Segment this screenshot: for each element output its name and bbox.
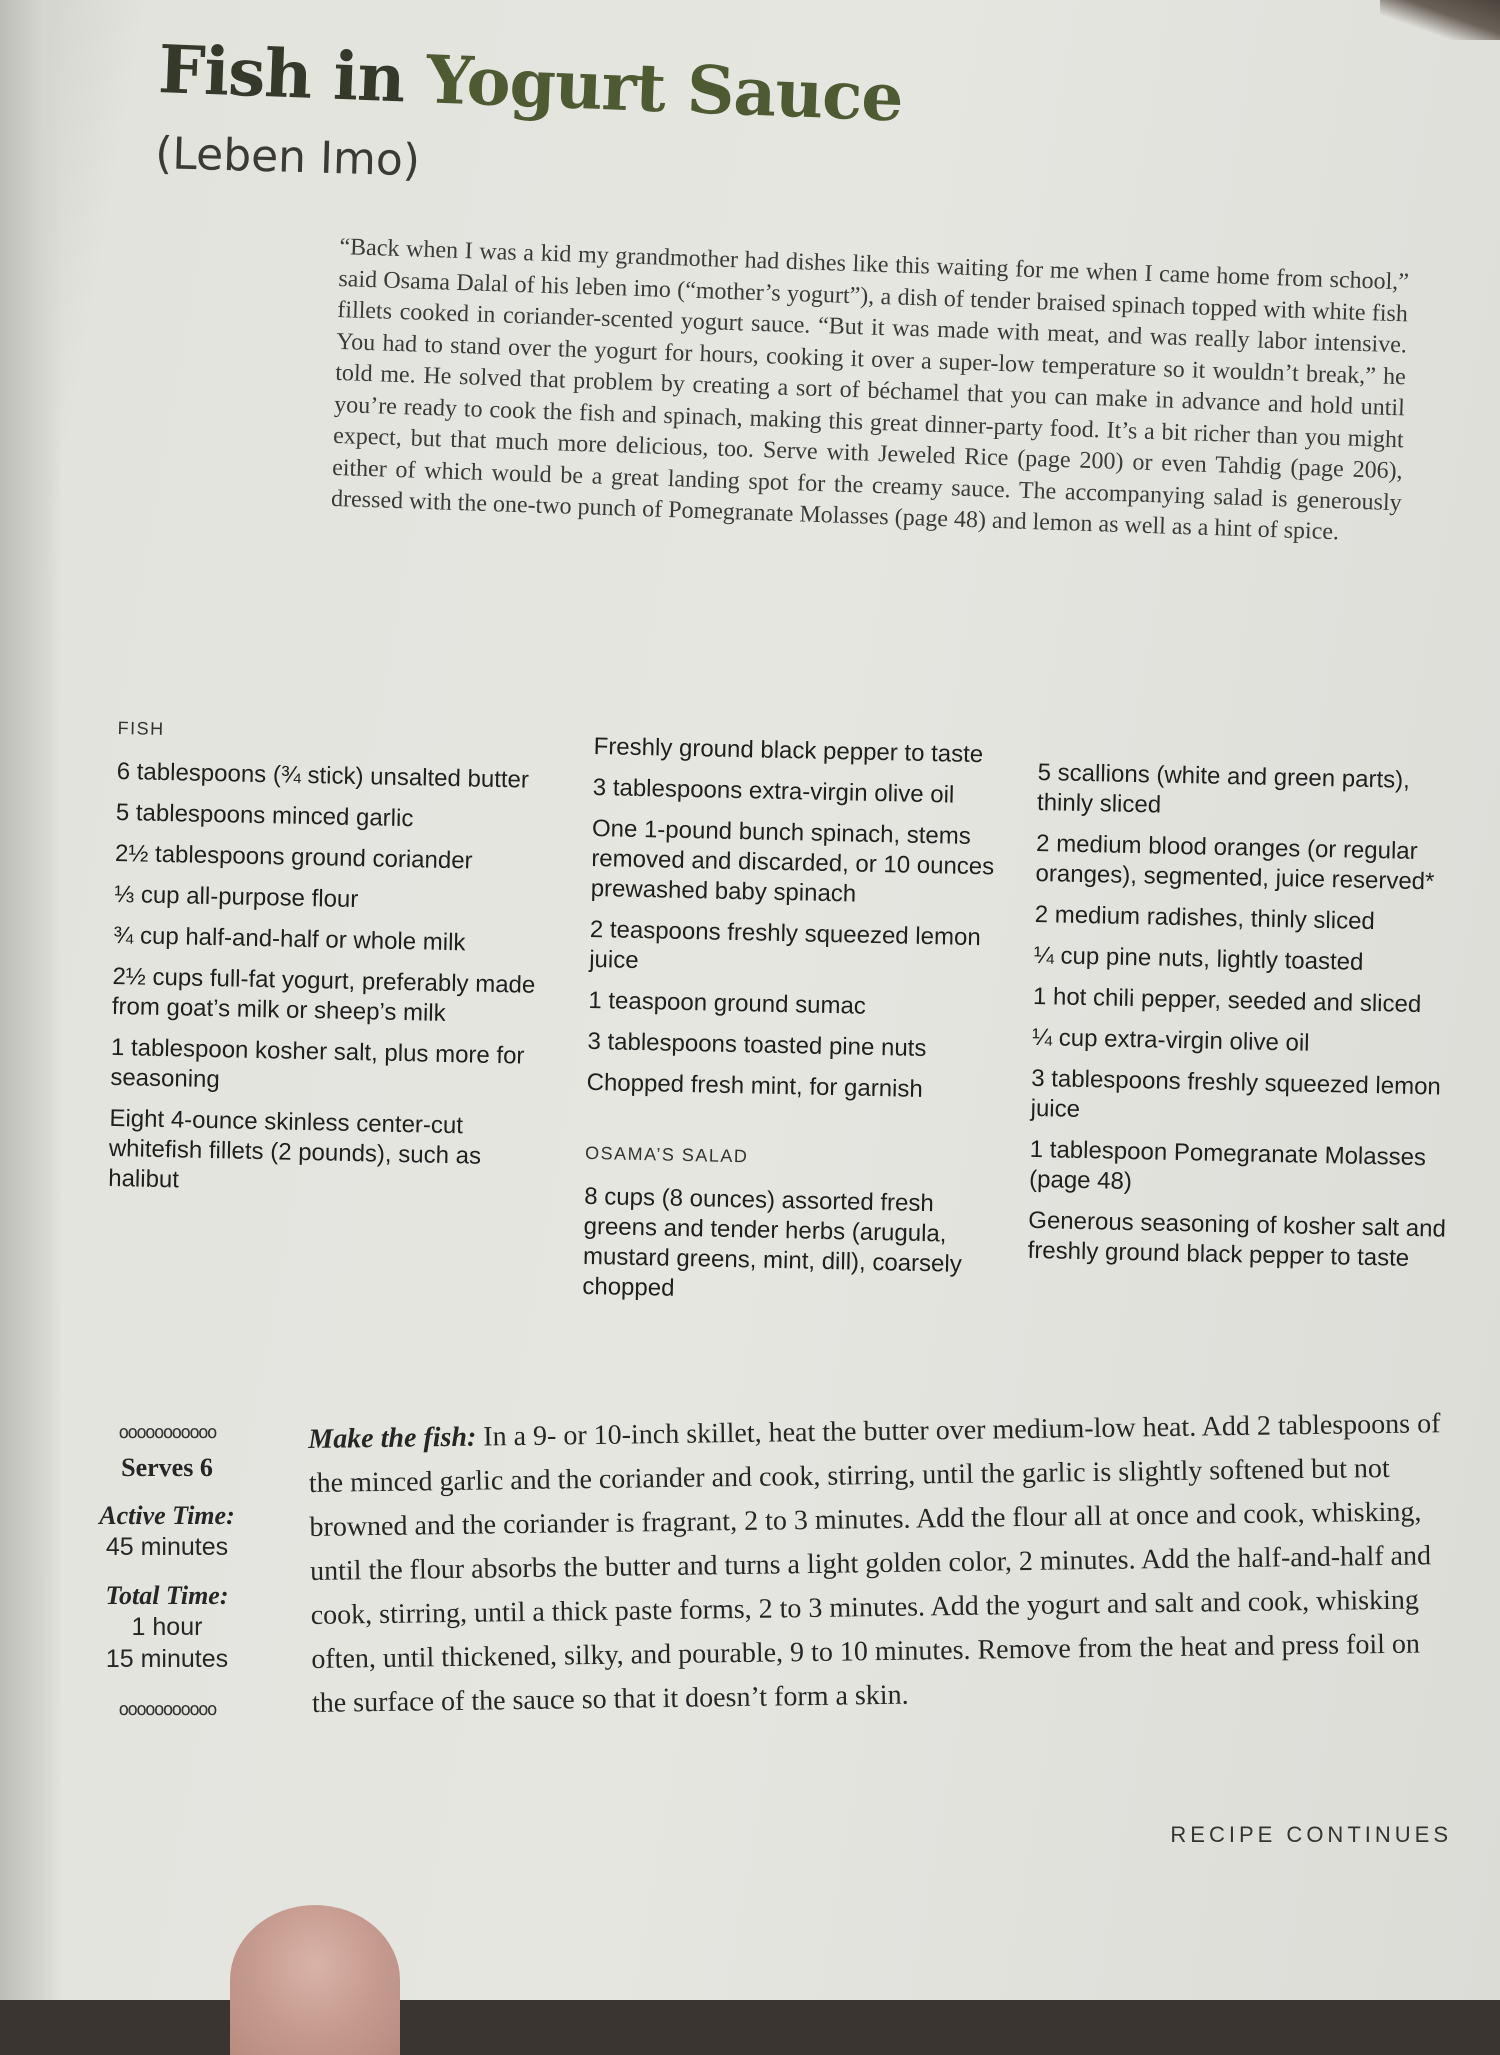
title-part-1: Fish in: [157, 30, 428, 119]
ingredient-item: ¾ cup half-and-half or whole milk: [113, 921, 466, 957]
ingredient-item: 5 tablespoons minced garlic: [115, 798, 414, 833]
ingredient-item: 2½ tablespoons ground coriander: [114, 839, 473, 875]
total-time-label: Total Time:: [105, 1581, 229, 1610]
background-corner: [1380, 0, 1500, 40]
recipe-meta: [62, 1422, 272, 1720]
ingredient-item: 2 medium blood oranges (or regular oranges), segmented, juice reserved*: [1035, 829, 1435, 896]
ingredient-item: ⅓ cup all-purpose flour: [113, 880, 359, 914]
recipe-continues-label: RECIPE CONTINUES: [1170, 1822, 1452, 1847]
method-paragraph: [308, 1402, 1452, 1726]
thumb-image: [230, 1905, 400, 2055]
salad-heading: OSAMA’S SALAD: [584, 1142, 749, 1167]
ingredient-list: [586, 732, 1014, 1107]
active-time-value: 45 minutes: [105, 1533, 229, 1561]
ingredient-item: 2½ cups full-fat yogurt, preferably made from goat’s milk or sheep’s milk: [111, 962, 536, 1027]
salad-ingredient-list: [582, 1182, 1004, 1311]
ingredient-item: 3 tablespoons freshly squeezed lemon juice: [1030, 1064, 1442, 1123]
headnote: “Back when I was a kid my grandmother had dishes like this waiting for me when I came home from school,” said Osama Dalal of his leben imo (“mother’s yogurt”), a dish of tender braised spinach topped with white fish fillets cooked in coriander-scented yogurt sauce. “But it was made with meat, and was really labor intensive. You had to stand over the yogurt for hours, cooking it over a super-low temperature so it wouldn’t break,” he told me. He solved that problem by creating a sort of béchamel that you can make in advance and hold until you’re ready to cook the fish and spinach, making this great dinner-party food. It’s a bit richer than you might expect, but that much more delicious, too. Serve with Jeweled Rice (page 200) or even Tahdig (page 206), either of which would be a great landing spot for the creamy sauce. The accompanying salad is generously dressed with the one-two punch of Pomegranate Molasses (page 48) and lemon as well as a hint of spice.: [330, 233, 1410, 546]
ingredient-item: 8 cups (8 ounces) assorted fresh greens and tender herbs (arugula, mustard greens, mint, dill), coarsely chopped: [582, 1182, 963, 1302]
ingredient-item: 3 tablespoons toasted pine nuts: [587, 1027, 927, 1063]
ingredient-item: 5 scallions (white and green parts), thinly sliced: [1036, 758, 1411, 819]
active-time-label: Active Time:: [99, 1501, 235, 1530]
title-part-2: Yogurt Sauce: [424, 40, 904, 137]
ingredient-list: [1027, 758, 1458, 1275]
ingredient-item: ¼ cup extra-virgin olive oil: [1031, 1023, 1310, 1057]
total-time-value-2: 15 minutes: [105, 1645, 229, 1673]
recipe-title: [157, 30, 904, 137]
ingredient-item: 2 medium radishes, thinly sliced: [1034, 900, 1376, 936]
ingredients-column-3: [1027, 758, 1458, 1286]
method-lead: Make the fish:: [308, 1421, 477, 1455]
ingredients-column-2: [582, 732, 1014, 1322]
ingredient-list: [108, 757, 547, 1203]
ingredient-item: 1 tablespoon kosher salt, plus more for seasoning: [110, 1033, 525, 1094]
ingredient-item: 1 hot chili pepper, seeded and sliced: [1032, 982, 1422, 1019]
ingredient-item: Chopped fresh mint, for garnish: [586, 1068, 924, 1103]
ingredient-item: 6 tablespoons (¾ stick) unsalted butter: [116, 757, 530, 794]
ingredient-item: One 1-pound bunch spinach, stems removed and discarded, or 10 ounces prewashed baby spinach: [590, 814, 995, 908]
ingredient-item: 3 tablespoons extra-virgin olive oil: [592, 773, 955, 809]
ingredient-item: 1 teaspoon ground sumac: [588, 986, 867, 1020]
total-time-value-1: 1 hour: [131, 1613, 203, 1641]
ingredient-item: Eight 4-ounce skinless center-cut whitefish fillets (2 pounds), such as halibut: [107, 1104, 482, 1194]
ingredient-item: ¼ cup pine nuts, lightly toasted: [1033, 941, 1364, 976]
decorative-dots-bottom: ooooooooooo: [118, 1699, 216, 1720]
ingredient-item: 2 teaspoons freshly squeezed lemon juice: [588, 915, 981, 974]
recipe-subtitle: (Leben Imo): [154, 128, 421, 187]
method-text: In a 9- or 10-inch skillet, heat the butter over medium-low heat. Add 2 tablespoons of the minced garlic and the coriander and cook, stirring, until the garlic is slightly softened but not browned and the coriander is fragrant, 2 to 3 minutes. Add the flour all at once and cook, whisking, until the flour absorbs the butter and turns a light golden color, 2 minutes. Add the half-and-half and cook, stirring, until a thick paste forms, 2 to 3 minutes. Add the yogurt and salt and cook, whisking often, until thickened, silky, and pourable, 9 to 10 minutes. Remove from the heat and press foil on the surface of the sauce so that it doesn’t form a skin.: [308, 1408, 1441, 1719]
page-gutter: [0, 0, 62, 2000]
ingredient-item: Generous seasoning of kosher salt and freshly ground black pepper to taste: [1027, 1206, 1447, 1272]
fish-heading: FISH: [117, 717, 165, 739]
ingredient-item: Freshly ground black pepper to taste: [593, 732, 984, 769]
ingredient-item: 1 tablespoon Pomegranate Molasses (page 48): [1028, 1135, 1427, 1196]
serves-label: Serves 6: [121, 1453, 213, 1482]
ingredients-column-1: [108, 713, 548, 1214]
decorative-dots-top: ooooooooooo: [118, 1422, 216, 1443]
